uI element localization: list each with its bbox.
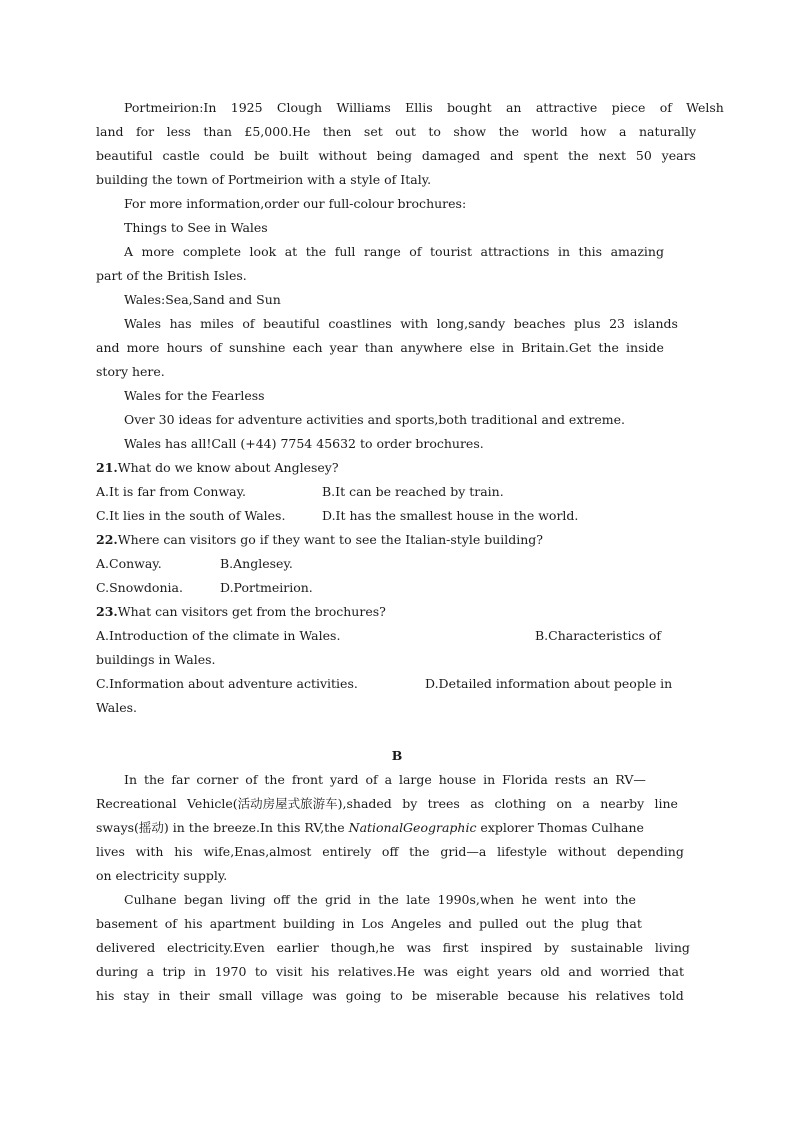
brochure-intro: For more information,order our full-colour brochures: bbox=[124, 196, 467, 211]
word: rests bbox=[554, 772, 586, 787]
word: the bbox=[615, 892, 636, 907]
word: complete bbox=[182, 244, 242, 259]
word: how bbox=[580, 124, 607, 139]
section-b-heading: B bbox=[391, 748, 403, 763]
passage-b-line bbox=[124, 768, 646, 792]
word: a bbox=[146, 964, 155, 979]
word: the bbox=[305, 244, 327, 259]
word: at bbox=[284, 244, 298, 259]
word: miserable bbox=[436, 988, 499, 1003]
word: sustainable bbox=[570, 940, 644, 955]
word: Welsh bbox=[686, 100, 724, 115]
word: lives bbox=[96, 844, 125, 859]
word: pulled bbox=[479, 916, 519, 931]
word: world bbox=[531, 124, 568, 139]
word: line bbox=[654, 796, 678, 811]
word: the bbox=[598, 340, 619, 355]
word: to bbox=[254, 964, 268, 979]
word: than bbox=[364, 340, 394, 355]
word: corner bbox=[196, 772, 239, 787]
word: beautiful bbox=[263, 316, 320, 331]
question-text: What do we know about Anglesey? bbox=[117, 460, 339, 475]
word: the bbox=[409, 844, 430, 859]
word: grid bbox=[325, 892, 352, 907]
q23-option-b: B.Characteristics of bbox=[535, 628, 662, 643]
word: Wales bbox=[124, 316, 162, 331]
word: anywhere bbox=[400, 340, 463, 355]
word: living bbox=[654, 940, 690, 955]
word: years bbox=[661, 148, 696, 163]
word: sunshine bbox=[229, 340, 286, 355]
word: by bbox=[543, 940, 560, 955]
word: delivered bbox=[96, 940, 156, 955]
q23-option-d: D.Detailed information about people in bbox=[425, 676, 673, 691]
word: out bbox=[525, 916, 547, 931]
passage-b-line bbox=[96, 984, 684, 1008]
word: that bbox=[616, 916, 642, 931]
word: old bbox=[540, 964, 560, 979]
word: beaches bbox=[513, 316, 566, 331]
word: and bbox=[489, 148, 514, 163]
word: of bbox=[164, 916, 177, 931]
word: 1990s,when bbox=[437, 892, 515, 907]
word: piece bbox=[611, 100, 646, 115]
word: being bbox=[376, 148, 413, 163]
question-number: 21. bbox=[96, 460, 118, 475]
word: off bbox=[381, 844, 399, 859]
word: trip bbox=[162, 964, 186, 979]
word: Ellis bbox=[405, 100, 433, 115]
brochure-desc-line bbox=[96, 336, 664, 360]
word: naturally bbox=[638, 124, 696, 139]
word: plus bbox=[574, 316, 601, 331]
passage-b-line bbox=[96, 936, 690, 960]
q23-option-a: A.Introduction of the climate in Wales. bbox=[96, 628, 341, 643]
word: in bbox=[158, 988, 171, 1003]
word: and bbox=[568, 964, 592, 979]
word: castle bbox=[162, 148, 200, 163]
portmeirion-line-2 bbox=[96, 120, 696, 144]
word: less bbox=[166, 124, 191, 139]
word: hours bbox=[166, 340, 203, 355]
question-22 bbox=[96, 528, 696, 552]
word: building bbox=[283, 916, 336, 931]
word: 1925 bbox=[230, 100, 263, 115]
word: attractive bbox=[535, 100, 598, 115]
question-23 bbox=[96, 600, 696, 624]
word: plug bbox=[581, 916, 610, 931]
q23-option-c: C.Information about adventure activities. bbox=[96, 676, 358, 691]
word: far bbox=[171, 772, 190, 787]
word: living bbox=[230, 892, 266, 907]
word: with bbox=[135, 844, 164, 859]
word: then bbox=[322, 124, 352, 139]
word: an bbox=[505, 100, 522, 115]
word: first bbox=[442, 940, 469, 955]
word: began bbox=[184, 892, 224, 907]
word: years bbox=[497, 964, 532, 979]
portmeirion-line-1 bbox=[124, 96, 724, 120]
magazine-name: NationalGeographic bbox=[348, 820, 477, 835]
word: beautiful bbox=[96, 148, 153, 163]
word: long,sandy bbox=[436, 316, 506, 331]
word: relatives bbox=[595, 988, 651, 1003]
word: miles bbox=[200, 316, 234, 331]
word: in bbox=[358, 892, 371, 907]
passage-b-line bbox=[96, 960, 684, 984]
q23-option-b-continued: buildings in Wales. bbox=[96, 652, 216, 667]
word: the bbox=[378, 892, 399, 907]
word: was bbox=[312, 988, 337, 1003]
word: without bbox=[557, 844, 607, 859]
word: as bbox=[470, 796, 485, 811]
word: spent bbox=[523, 148, 559, 163]
question-number: 23. bbox=[96, 604, 118, 619]
word: without bbox=[318, 148, 367, 163]
passage-b-line: on electricity supply. bbox=[96, 868, 228, 883]
word: with bbox=[400, 316, 429, 331]
word: off bbox=[273, 892, 290, 907]
word: look bbox=[249, 244, 277, 259]
word: 1970 bbox=[214, 964, 247, 979]
word: more bbox=[141, 244, 175, 259]
text-run: sways(摇动) in the breeze.In this RV,the bbox=[96, 820, 349, 835]
q21-option-a: A.It is far from Conway. bbox=[96, 484, 246, 499]
word: Florida bbox=[502, 772, 548, 787]
word: into bbox=[583, 892, 608, 907]
word: house bbox=[438, 772, 477, 787]
q22-option-a: A.Conway. bbox=[96, 556, 162, 571]
word: trees bbox=[427, 796, 460, 811]
word: in bbox=[342, 916, 355, 931]
passage-b-line bbox=[96, 816, 696, 840]
word: the bbox=[568, 148, 589, 163]
word: has bbox=[169, 316, 192, 331]
word: apartment bbox=[209, 916, 276, 931]
word: electricity.Even bbox=[167, 940, 265, 955]
word: in bbox=[502, 340, 515, 355]
word: more bbox=[126, 340, 160, 355]
question-21 bbox=[96, 456, 696, 480]
word: of bbox=[365, 772, 378, 787]
word: than bbox=[203, 124, 232, 139]
word: RV— bbox=[615, 772, 646, 787]
word: the bbox=[297, 892, 318, 907]
call-to-order-line: Wales has all!Call (+44) 7754 45632 to order brochures. bbox=[124, 436, 484, 451]
word: full bbox=[334, 244, 356, 259]
word: land bbox=[96, 124, 124, 139]
word: in bbox=[194, 964, 207, 979]
brochure-desc-line: Over 30 ideas for adventure activities and sports,both traditional and extreme. bbox=[124, 412, 625, 427]
q21-option-b: B.It can be reached by train. bbox=[322, 484, 504, 499]
word: basement bbox=[96, 916, 158, 931]
portmeirion-line-4: building the town of Portmeirion with a style of Italy. bbox=[96, 172, 432, 187]
word: Recreational bbox=[96, 796, 177, 811]
passage-b-line bbox=[96, 912, 642, 936]
q21-option-c: C.It lies in the south of Wales. bbox=[96, 508, 286, 523]
word: late bbox=[406, 892, 431, 907]
word: his bbox=[568, 988, 587, 1003]
passage-b-line bbox=[96, 840, 684, 864]
word: went bbox=[544, 892, 576, 907]
word: clothing bbox=[494, 796, 547, 811]
word: inspired bbox=[480, 940, 533, 955]
word: eight bbox=[456, 964, 489, 979]
word: of bbox=[242, 316, 255, 331]
word: for bbox=[136, 124, 155, 139]
q23-option-d-continued: Wales. bbox=[96, 700, 137, 715]
word: damaged bbox=[421, 148, 481, 163]
brochure-desc-line bbox=[124, 240, 664, 264]
word: was bbox=[406, 940, 432, 955]
word: set bbox=[363, 124, 383, 139]
word: a bbox=[384, 772, 393, 787]
word: his bbox=[310, 964, 330, 979]
word: in bbox=[557, 244, 571, 259]
portmeirion-line-3 bbox=[96, 144, 696, 168]
word: could bbox=[209, 148, 245, 163]
word: grid—a bbox=[440, 844, 487, 859]
passage-b-line bbox=[124, 888, 636, 912]
word: his bbox=[174, 844, 193, 859]
word: told bbox=[659, 988, 684, 1003]
word: Clough bbox=[276, 100, 323, 115]
word: visit bbox=[275, 964, 303, 979]
word: this bbox=[578, 244, 603, 259]
word: Vehicle(活动房屋式旅游车),shaded bbox=[187, 796, 392, 811]
text-run: explorer Thomas Culhane bbox=[476, 820, 644, 835]
q22-option-d: D.Portmeirion. bbox=[220, 580, 313, 595]
word: depending bbox=[616, 844, 684, 859]
brochure-title-fearless: Wales for the Fearless bbox=[124, 388, 265, 403]
word: and bbox=[96, 340, 120, 355]
word: coastlines bbox=[328, 316, 392, 331]
word: of bbox=[659, 100, 672, 115]
word: range bbox=[363, 244, 401, 259]
word: out bbox=[395, 124, 416, 139]
word: going bbox=[345, 988, 382, 1003]
word: the bbox=[553, 916, 574, 931]
brochure-title-things-to-see: Things to See in Wales bbox=[124, 220, 268, 235]
word: the bbox=[143, 772, 165, 787]
brochure-desc-line: story here. bbox=[96, 364, 165, 379]
word: village bbox=[261, 988, 304, 1003]
word: that bbox=[658, 964, 684, 979]
word: a bbox=[619, 124, 627, 139]
word: be bbox=[254, 148, 270, 163]
word: his bbox=[184, 916, 203, 931]
brochure-desc-line bbox=[124, 312, 678, 336]
word: though,he bbox=[330, 940, 395, 955]
word: bought bbox=[446, 100, 492, 115]
word: by bbox=[402, 796, 418, 811]
word: large bbox=[398, 772, 432, 787]
word: entirely bbox=[322, 844, 372, 859]
word: to bbox=[428, 124, 441, 139]
word: next bbox=[598, 148, 627, 163]
word: small bbox=[218, 988, 253, 1003]
word: yard bbox=[330, 772, 359, 787]
word: islands bbox=[633, 316, 678, 331]
word: he bbox=[521, 892, 538, 907]
word: a bbox=[582, 796, 590, 811]
word: inside bbox=[626, 340, 664, 355]
q22-option-b: B.Anglesey. bbox=[220, 556, 293, 571]
word: earlier bbox=[276, 940, 319, 955]
word: to bbox=[390, 988, 403, 1003]
word: be bbox=[411, 988, 428, 1003]
word: lifestyle bbox=[497, 844, 548, 859]
question-text: Where can visitors go if they want to see the Italian-style building? bbox=[117, 532, 544, 547]
question-text: What can visitors get from the brochures? bbox=[117, 604, 386, 619]
word: worried bbox=[600, 964, 650, 979]
word: Britain.Get bbox=[521, 340, 592, 355]
word: £5,000.He bbox=[244, 124, 311, 139]
word: of bbox=[245, 772, 258, 787]
word: an bbox=[592, 772, 609, 787]
word: was bbox=[423, 964, 449, 979]
word: In bbox=[124, 772, 137, 787]
word: in bbox=[483, 772, 496, 787]
word: of bbox=[409, 244, 422, 259]
word: the bbox=[264, 772, 285, 787]
word: built bbox=[279, 148, 309, 163]
word: on bbox=[556, 796, 573, 811]
word: the bbox=[498, 124, 520, 139]
word: Los bbox=[361, 916, 384, 931]
question-number: 22. bbox=[96, 532, 118, 547]
brochure-title-sea-sand-sun: Wales:Sea,Sand and Sun bbox=[124, 292, 281, 307]
word: 23 bbox=[609, 316, 626, 331]
word: 50 bbox=[635, 148, 652, 163]
word: tourist bbox=[429, 244, 472, 259]
word: because bbox=[507, 988, 560, 1003]
word: his bbox=[96, 988, 115, 1003]
word: front bbox=[291, 772, 324, 787]
word: year bbox=[329, 340, 358, 355]
word: stay bbox=[123, 988, 150, 1003]
word: amazing bbox=[610, 244, 664, 259]
word: show bbox=[453, 124, 487, 139]
word: else bbox=[469, 340, 495, 355]
word: attractions bbox=[480, 244, 550, 259]
word: Culhane bbox=[124, 892, 177, 907]
word: Angeles bbox=[390, 916, 442, 931]
word: Portmeirion:In bbox=[124, 100, 217, 115]
word: relatives.He bbox=[337, 964, 415, 979]
passage-b-line bbox=[96, 792, 678, 816]
word: of bbox=[209, 340, 222, 355]
brochure-desc-line: part of the British Isles. bbox=[96, 268, 247, 283]
q22-option-c: C.Snowdonia. bbox=[96, 580, 183, 595]
word: A bbox=[124, 244, 134, 259]
word: each bbox=[292, 340, 323, 355]
word: their bbox=[179, 988, 210, 1003]
word: during bbox=[96, 964, 139, 979]
word: and bbox=[448, 916, 472, 931]
word: nearby bbox=[600, 796, 645, 811]
q21-option-d: D.It has the smallest house in the world. bbox=[322, 508, 579, 523]
word: Williams bbox=[336, 100, 391, 115]
word: wife,Enas,almost bbox=[203, 844, 312, 859]
